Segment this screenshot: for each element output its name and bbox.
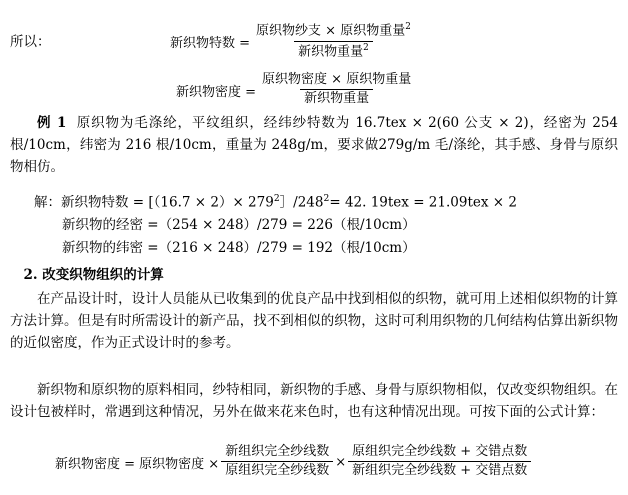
example-text: 原织物为毛涤纶，平纹组织，经纬纱特数为 16.7tex × 2(60 公支 × 2)，经密为 254 根/10cm，纬密为 216 根/10cm，重量为 248g/m，要求做279g/m 毛/涤纶，其手感、身骨与原织物相仿。	[10, 115, 619, 175]
formula3-frac1-numerator: 新组织完全纱线数	[225, 444, 330, 459]
formula1-fraction	[252, 22, 415, 61]
solution-line-3	[62, 238, 416, 260]
example-label: 例 1	[37, 115, 67, 131]
formula2-denominator: 新织物重量	[300, 89, 373, 108]
paragraph-1	[10, 289, 618, 355]
example-paragraph	[10, 113, 618, 179]
so-label: 所以：	[10, 34, 51, 50]
formula-new-fabric-density	[176, 72, 417, 108]
formula2-lhs: 新织物密度 =	[176, 84, 257, 100]
formula-new-fabric-tex	[170, 22, 417, 61]
formula3-lhs: 新织物密度 = 原织物密度 ×	[55, 456, 220, 472]
solution-line-1-text: 解：新织物特数 = [$(16.7 \times 2)\times 279^2]/248^2= 42$. 19tex = 21.09tex × 2	[34, 193, 517, 211]
formula3-times-operator: ×	[335, 454, 347, 470]
example-block	[10, 113, 618, 179]
section-heading-text: 2. 改变织物组织的计算	[23, 267, 164, 283]
solution-line-1	[34, 192, 517, 214]
formula3-fraction-1	[221, 444, 333, 480]
paragraph-2-text: 新织物和原织物的原料相同，纱特相同，新织物的手感、身骨与原织物相似，仅改变织物组织。在设计包被样时，常遇到这种情况，另外在做来花来色时，也有这种情况出现。可按下面的公式计算：	[10, 382, 618, 420]
formula3-fraction-2	[348, 444, 531, 480]
formula3-frac1-denominator: 原组织完全纱线数	[221, 461, 333, 480]
solution-line-2-text: 新织物的经密 =（254 × 248）/279 = 226（根/10cm）	[62, 217, 416, 233]
paragraph-2	[10, 380, 618, 424]
formula3-frac2-numerator: 原组织完全纱线数 + 交错点数	[352, 444, 528, 459]
formula1-lhs: 新织物特数 =	[170, 35, 251, 51]
formula1-numerator: 原织物纱支 × 原织物重量$^2$	[256, 22, 411, 39]
solution-line-2	[62, 215, 416, 237]
section-heading	[10, 265, 164, 287]
formula2-fraction	[258, 72, 415, 108]
formula-density-ratio	[55, 444, 533, 480]
formula1-denominator: 新织物重量$^2$	[294, 41, 373, 61]
solution-line-3-text: 新织物的纬密 =（216 × 248）/279 = 192（根/10cm）	[62, 240, 416, 256]
paragraph-1-text: 在产品设计时，设计人员能从已收集到的优良产品中找到相似的织物，就可用上述相似织物的计算方法计算。但是有时所需设计的新产品，找不到相似的织物，这时可利用织物的几何结构估算出新织物的近似密度，作为正式设计时的参考。	[10, 291, 618, 351]
formula2-numerator: 原织物密度 × 原织物重量	[262, 72, 412, 87]
formula3-frac2-denominator: 新组织完全纱线数 + 交错点数	[348, 461, 531, 480]
